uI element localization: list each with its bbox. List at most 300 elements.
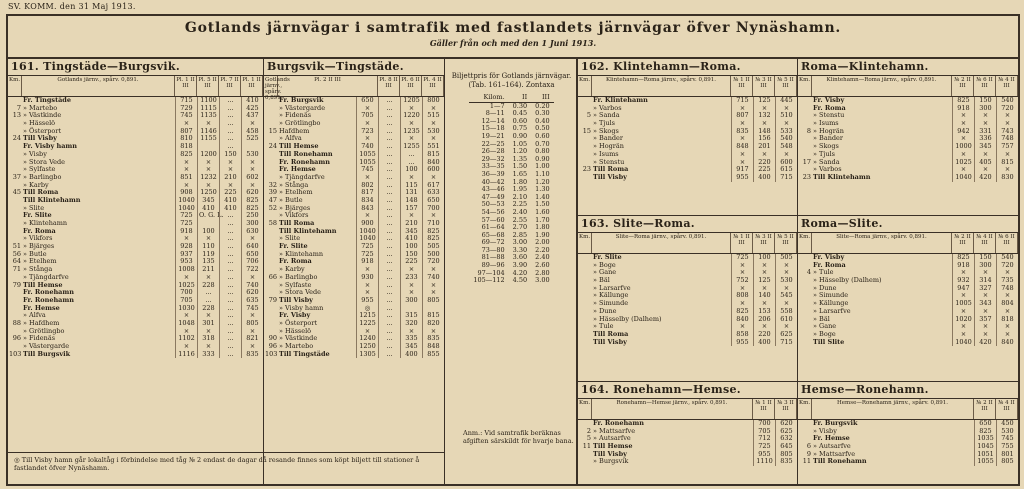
time-cell: ... — [378, 97, 400, 105]
km-cell — [264, 105, 278, 113]
time-cell: ... — [378, 143, 400, 151]
fare-cell: 47—49 — [481, 192, 505, 201]
fare-cell: 0.45 — [512, 109, 528, 118]
station-cell: Fr. Visby — [279, 311, 311, 320]
time-cell: 551 — [422, 143, 444, 151]
fare-table — [449, 72, 574, 285]
station-cell: Fr. Hemse — [813, 434, 850, 443]
station-cell: » Skogs — [813, 142, 839, 151]
time-cell: × — [753, 120, 775, 128]
column-header: Gotlands järnv., spårv. 0,891. — [265, 77, 290, 101]
time-cell: 820 — [422, 320, 444, 328]
time-cell: 131 — [400, 189, 422, 197]
time-cell: 715 — [775, 339, 797, 347]
time-cell: ... — [219, 212, 241, 220]
time-cell: 804 — [996, 300, 1018, 308]
time-cell: 1055 — [356, 151, 378, 159]
station-cell: » Dune — [593, 306, 617, 315]
time-cell: 821 — [241, 335, 263, 343]
time-cell: 343 — [974, 300, 996, 308]
time-cell: 740 — [241, 282, 263, 290]
fare-cell: 15—18 — [481, 124, 505, 133]
time-cell: ... — [219, 251, 241, 259]
km-cell — [578, 331, 592, 339]
time-cell: 220 — [753, 159, 775, 167]
time-cell: 848 — [422, 343, 444, 351]
km-cell — [578, 277, 592, 285]
time-cell: × — [175, 235, 197, 243]
time-cell: 400 — [753, 174, 775, 182]
time-cell: ... — [219, 128, 241, 136]
time-cell: × — [400, 266, 422, 274]
column-header: Gotlands järnv., spårv. 0,891. — [22, 76, 175, 96]
station-cell: » Gane — [593, 268, 617, 277]
time-cell: ... — [378, 251, 400, 259]
time-cell: × — [197, 274, 219, 282]
station-cell: » Alfva — [23, 311, 46, 320]
km-cell: 23 — [802, 172, 811, 181]
km-cell — [578, 292, 592, 300]
station-cell: » Boge — [813, 329, 836, 338]
column-header: Ronehamn—Hemse järnv., spårv. 0,891. — [592, 399, 753, 419]
column-headers — [798, 399, 1018, 420]
station-cell: » Bäl — [593, 276, 610, 285]
time-cell: 937 — [175, 251, 197, 259]
column-headers — [578, 399, 797, 420]
time-cell: 932 — [952, 277, 974, 285]
table-row — [8, 351, 263, 359]
time-cell: ... — [197, 289, 219, 297]
table-162 — [578, 59, 797, 182]
station-cell: » Sanda — [593, 111, 620, 120]
fare-cell: 1.50 — [535, 200, 550, 209]
time-cell: 1135 — [197, 112, 219, 120]
km-cell — [578, 451, 592, 459]
time-cell: × — [775, 105, 797, 113]
time-cell: 752 — [731, 277, 753, 285]
time-cell: × — [422, 135, 444, 143]
column-header: № 1 II III — [731, 76, 753, 96]
time-cell: × — [175, 312, 197, 320]
fare-cell: 69—72 — [481, 238, 505, 247]
time-cell: 400 — [400, 351, 422, 359]
time-cell: × — [197, 182, 219, 190]
time-cell: × — [952, 135, 974, 143]
table-row — [798, 339, 1018, 347]
column-headers — [8, 76, 263, 97]
time-cell: 1205 — [400, 97, 422, 105]
time-cell: × — [356, 328, 378, 336]
station-cell: » Tjängdarfve — [23, 272, 69, 281]
time-cell: 1116 — [175, 351, 197, 359]
time-cell: 743 — [996, 128, 1018, 136]
time-cell: ... — [219, 297, 241, 305]
time-cell: 558 — [775, 308, 797, 316]
time-cell: 345 — [400, 228, 422, 236]
time-cell: 635 — [241, 297, 263, 305]
time-cell: 540 — [775, 135, 797, 143]
time-cell: 505 — [775, 254, 797, 262]
time-cell: × — [952, 120, 974, 128]
time-cell: 410 — [219, 197, 241, 205]
time-cell: × — [422, 289, 444, 297]
time-cell: ... — [378, 328, 400, 336]
table-161 — [8, 59, 263, 358]
fare-cell: 2.70 — [512, 223, 528, 232]
time-cell: × — [996, 166, 1018, 174]
fare-cell: 33—35 — [481, 162, 505, 171]
km-cell — [264, 235, 278, 243]
time-cell: × — [753, 285, 775, 293]
time-cell: 625 — [775, 428, 797, 436]
station-cell: Fr. Slite — [279, 242, 308, 251]
column-header: Pl. 4 II III — [422, 76, 444, 96]
time-cell: 1225 — [356, 320, 378, 328]
time-cell: 825 — [731, 308, 753, 316]
time-cell: × — [996, 292, 1018, 300]
time-cell: ... — [219, 143, 241, 151]
time-cell: × — [175, 120, 197, 128]
column-header: Km. — [578, 399, 592, 419]
time-cell: 1200 — [197, 151, 219, 159]
time-cell: × — [753, 300, 775, 308]
time-cell: × — [731, 135, 753, 143]
time-cell: ... — [378, 282, 400, 290]
fare-cell: 1.95 — [512, 185, 528, 194]
time-cell: 1020 — [952, 316, 974, 324]
station-cell: » Visby — [813, 426, 837, 435]
column-header: № 4 II III — [996, 76, 1018, 96]
time-cell: 1035 — [974, 435, 996, 443]
km-cell — [8, 143, 22, 151]
column-headers — [798, 233, 1018, 254]
time-cell: ... — [197, 297, 219, 305]
time-cell: 157 — [400, 205, 422, 213]
fare-cell: 1.65 — [512, 169, 528, 178]
column-header: Pl. 7 II III — [219, 76, 241, 96]
time-cell: 100 — [400, 166, 422, 174]
time-cell: 955 — [753, 451, 775, 459]
time-cell: 632 — [775, 435, 797, 443]
time-cell: 705 — [175, 297, 197, 305]
time-cell: 533 — [775, 128, 797, 136]
time-cell: 153 — [753, 308, 775, 316]
time-cell: O. G. L. — [199, 211, 224, 220]
time-cell: 800 — [422, 97, 444, 105]
station-cell: Till Roma — [593, 165, 629, 174]
time-cell: 250 — [241, 212, 263, 220]
station-cell: Till Slite — [813, 337, 845, 346]
time-cell: 620 — [775, 420, 797, 428]
time-cell: 700 — [175, 289, 197, 297]
table-title: 163. Slite—Roma. — [578, 216, 797, 233]
time-cell: ... — [219, 120, 241, 128]
time-cell: 805 — [775, 451, 797, 459]
time-cell: 834 — [356, 197, 378, 205]
time-cell: 705 — [356, 112, 378, 120]
time-cell: × — [356, 289, 378, 297]
km-cell — [578, 316, 592, 324]
divider-162-163 — [578, 215, 1018, 216]
time-cell: ... — [378, 320, 400, 328]
fare-cell: 105—112 — [473, 276, 505, 285]
column-header: Km. — [798, 76, 812, 96]
time-cell: 228 — [197, 282, 219, 290]
time-cell: 825 — [175, 151, 197, 159]
fare-cell: 8—11 — [485, 109, 505, 118]
km-cell — [578, 254, 592, 262]
time-cell: 135 — [197, 258, 219, 266]
time-cell: × — [422, 120, 444, 128]
time-cell: ... — [378, 205, 400, 213]
time-cell: 815 — [422, 151, 444, 159]
time-cell: × — [241, 235, 263, 243]
km-cell: 8 — [806, 126, 811, 135]
km-cell — [8, 205, 22, 213]
station-cell: » Barlingbo — [279, 272, 318, 281]
station-cell: » Simunde — [593, 299, 629, 308]
station-cell: » Slite — [279, 234, 301, 243]
fare-cell: 0.70 — [535, 139, 550, 148]
time-cell: 445 — [775, 97, 797, 105]
fare-cell: 1.80 — [512, 177, 528, 186]
time-cell: 545 — [775, 292, 797, 300]
station-cell: Fr. Burgsvik — [813, 419, 858, 427]
time-cell: 617 — [422, 182, 444, 190]
time-cell: 300 — [241, 220, 263, 228]
time-cell: × — [775, 285, 797, 293]
time-cell: × — [731, 151, 753, 159]
time-cell: 1045 — [974, 443, 996, 451]
time-cell: 357 — [974, 316, 996, 324]
time-cell: 825 — [241, 197, 263, 205]
time-cell: ... — [378, 235, 400, 243]
km-cell — [578, 323, 592, 331]
time-cell: × — [175, 182, 197, 190]
km-cell — [264, 228, 278, 236]
time-cell: 530 — [241, 151, 263, 159]
footnote: ◎ Till Visby hamn går lokaltåg i förbindelse med tåg № 2 endast de dagar då resande finnes som köpt biljett till stationer å fastlandet öfver Nynäshamn. — [14, 456, 420, 472]
time-cell: 835 — [422, 335, 444, 343]
station-cell: » Hässelö — [279, 326, 312, 335]
km-cell — [798, 143, 812, 151]
table-164-return — [798, 382, 1018, 466]
time-cell: ... — [378, 228, 400, 236]
time-cell: 633 — [422, 189, 444, 197]
station-cell: Till Klintehamn — [813, 172, 871, 181]
station-cell: » Grötlingbo — [23, 326, 65, 335]
time-cell: 801 — [996, 451, 1018, 459]
time-cell: 1055 — [974, 458, 996, 466]
time-cell: 210 — [219, 174, 241, 182]
time-cell: × — [731, 269, 753, 277]
time-cell: ... — [219, 282, 241, 290]
time-cell: × — [197, 120, 219, 128]
station-cell: » Martebo — [279, 342, 314, 350]
station-cell: » Fidenäs — [279, 111, 312, 120]
time-cell: × — [753, 151, 775, 159]
time-cell: ... — [219, 135, 241, 143]
fare-cell: 73—80 — [481, 245, 505, 254]
column-header: Slite—Roma järnv., spårv. 0,891. — [812, 233, 952, 253]
station-cell: Till Visby — [23, 134, 57, 143]
column-header: Klintehamn—Roma järnv., spårv. 0,891. — [592, 76, 731, 96]
time-cell: 125 — [753, 277, 775, 285]
divider-2 — [444, 59, 445, 485]
fare-cell: 1.30 — [535, 185, 550, 194]
time-cell: × — [356, 212, 378, 220]
time-cell: 807 — [175, 128, 197, 136]
time-cell: ... — [219, 105, 241, 113]
station-cell: » Etelhem — [279, 188, 313, 197]
time-cell: 840 — [422, 159, 444, 167]
time-cell: 1102 — [175, 335, 197, 343]
km-cell: 45 — [12, 188, 21, 197]
station-cell: » Stenstu — [813, 111, 845, 120]
column-header: № 3 II III — [775, 399, 797, 419]
station-cell: Till Visby — [279, 295, 313, 304]
page-title: Gotlands järnvägar i samtrafik med fastlandets järnvägar öfver Nynäshamn. — [184, 20, 842, 36]
table-row — [578, 174, 797, 182]
fare-cell: 61—64 — [481, 223, 505, 232]
column-header: № 2 II III — [974, 399, 996, 419]
fare-cell: 57—60 — [481, 215, 505, 224]
station-cell: » Hogrän — [593, 142, 624, 151]
time-cell: 119 — [197, 251, 219, 259]
column-header: № 2 II III — [952, 233, 974, 253]
km-cell: 96 — [12, 334, 21, 343]
km-cell — [798, 420, 812, 428]
station-cell: Fr. Roma — [813, 103, 846, 112]
time-cell: 1215 — [356, 312, 378, 320]
fare-cell: 0.80 — [535, 147, 550, 156]
time-cell: 740 — [356, 143, 378, 151]
table-162-return — [798, 59, 1018, 182]
time-cell: 1040 — [175, 197, 197, 205]
time-cell: 630 — [241, 228, 263, 236]
time-cell: 1040 — [356, 235, 378, 243]
time-cell: 810 — [175, 135, 197, 143]
km-cell — [8, 220, 22, 228]
time-cell: 132 — [753, 112, 775, 120]
time-cell: 1000 — [952, 143, 974, 151]
fare-cell: 1.35 — [512, 154, 528, 163]
station-cell: » Bander — [813, 134, 843, 143]
fare-cell: 54—56 — [481, 207, 505, 216]
column-header: Km. — [578, 76, 592, 96]
station-cell: » Grötlingbo — [279, 119, 321, 128]
time-cell: × — [974, 166, 996, 174]
time-cell: 437 — [241, 112, 263, 120]
divider-163-164 — [578, 381, 1018, 382]
station-cell: Till Visby — [593, 449, 627, 458]
km-cell — [798, 285, 812, 293]
km-cell — [798, 300, 812, 308]
fare-cell: 2.10 — [512, 192, 528, 201]
time-cell: × — [775, 120, 797, 128]
km-cell — [264, 251, 278, 259]
time-cell: × — [731, 159, 753, 167]
time-cell: 942 — [952, 128, 974, 136]
time-cell: ... — [378, 166, 400, 174]
km-cell: 51 — [12, 242, 21, 251]
column-header: Pl. 5 II III — [197, 76, 219, 96]
time-cell: × — [400, 105, 422, 113]
station-cell: » Skogs — [593, 126, 619, 135]
column-header: № 5 II III — [775, 76, 797, 96]
time-cell: ... — [219, 258, 241, 266]
time-cell: 748 — [996, 285, 1018, 293]
km-cell: 2 — [586, 426, 591, 435]
time-cell: 1048 — [175, 320, 197, 328]
time-cell: 917 — [731, 166, 753, 174]
time-cell: × — [197, 159, 219, 167]
time-cell: 725 — [175, 220, 197, 228]
km-cell — [578, 151, 592, 159]
station-cell: » Stånga — [23, 265, 53, 274]
time-cell: 802 — [356, 182, 378, 190]
time-cell: 1055 — [356, 159, 378, 167]
fare-cell: 43—46 — [481, 185, 505, 194]
time-cell: 148 — [753, 128, 775, 136]
time-cell: ... — [378, 182, 400, 190]
time-cell: 620 — [241, 289, 263, 297]
station-cell: » Källunge — [593, 291, 629, 300]
station-cell: » Autsarfve — [593, 434, 631, 443]
km-cell: 66 — [268, 272, 277, 281]
table-row — [578, 458, 797, 466]
time-cell: 1255 — [400, 143, 422, 151]
fare-cell: 3.00 — [512, 238, 528, 247]
fare-cell: 1.20 — [512, 147, 528, 156]
time-cell: 817 — [356, 189, 378, 197]
station-cell: Fr. Tingstäde — [23, 96, 71, 104]
km-cell — [798, 254, 812, 262]
time-cell: 318 — [197, 335, 219, 343]
fare-cell: 1.20 — [535, 177, 550, 186]
time-cell: 710 — [422, 220, 444, 228]
time-cell: 148 — [400, 197, 422, 205]
km-cell: 23 — [582, 165, 591, 174]
time-cell: 125 — [753, 97, 775, 105]
time-cell: 700 — [753, 420, 775, 428]
station-cell: Till Ronehamn — [279, 149, 333, 158]
station-cell: » Västergarde — [23, 342, 70, 350]
column-header: № 2 II III — [952, 76, 974, 96]
time-cell: 858 — [731, 331, 753, 339]
km-cell — [798, 277, 812, 285]
time-cell: 500 — [422, 251, 444, 259]
station-cell: » Stora Vede — [279, 288, 322, 297]
time-cell: 314 — [974, 277, 996, 285]
station-cell: » Gane — [813, 322, 837, 331]
column-headers — [798, 76, 1018, 97]
station-cell: » Källunge — [813, 299, 849, 308]
time-cell: 150 — [974, 254, 996, 262]
km-cell: 11 — [582, 442, 591, 451]
time-cell: 1250 — [356, 343, 378, 351]
table-161-return — [264, 59, 444, 358]
station-cell: » Isums — [593, 149, 619, 158]
time-cell: 825 — [952, 254, 974, 262]
station-cell: Fr. Roma — [23, 226, 56, 235]
time-cell: ... — [219, 112, 241, 120]
fare-cell: 40—42 — [481, 177, 505, 186]
time-cell: 1030 — [175, 305, 197, 313]
time-cell: 918 — [952, 262, 974, 270]
fare-cell: 29—32 — [481, 154, 505, 163]
time-cell: 715 — [775, 174, 797, 182]
